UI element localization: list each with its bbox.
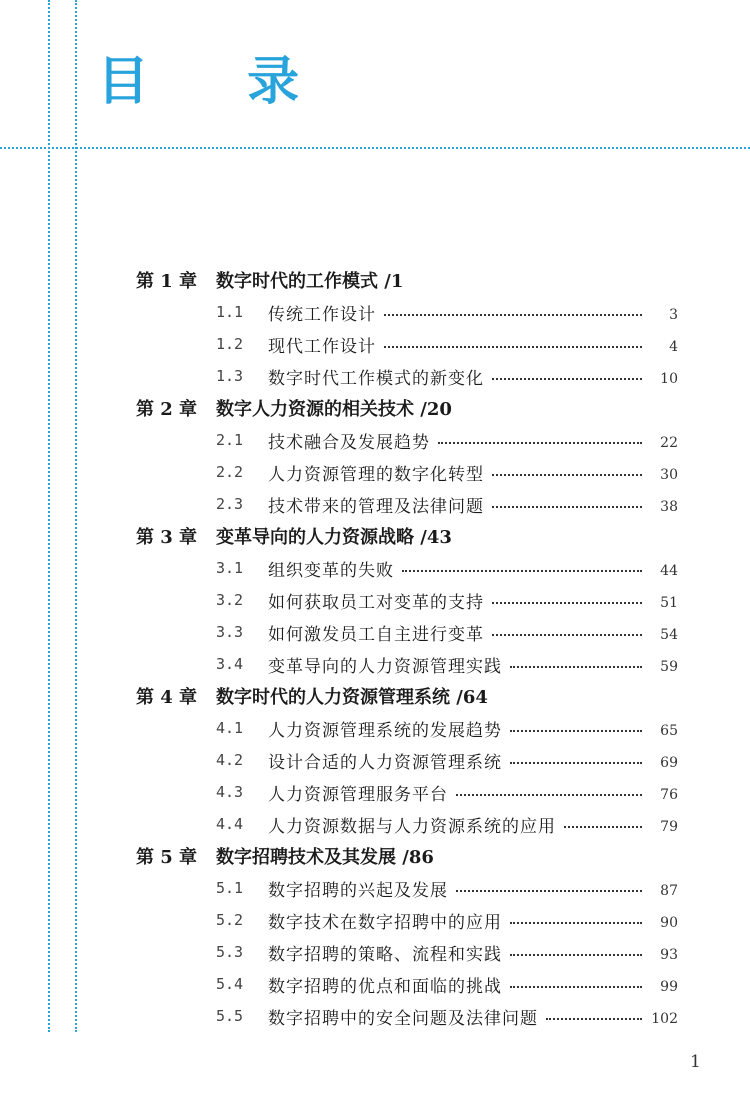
toc-section[interactable]	[136, 712, 678, 744]
toc-chapter[interactable]	[136, 264, 678, 296]
toc-section[interactable]	[136, 744, 678, 776]
toc-section[interactable]	[136, 584, 678, 616]
section-title: 数字招聘中的安全问题及法律问题	[268, 1008, 538, 1029]
section-page-number: 69	[660, 755, 678, 771]
page-title: 目 录	[97, 52, 340, 112]
section-number: 1.1	[216, 303, 244, 321]
chapter-title: 数字招聘技术及其发展 /86	[216, 847, 434, 868]
chapter-title: 变革导向的人力资源战略 /43	[216, 527, 452, 548]
dot-leader	[456, 890, 642, 892]
dot-leader	[492, 506, 642, 508]
section-page-number: 102	[651, 1011, 678, 1027]
section-title: 数字招聘的策略、流程和实践	[268, 944, 502, 965]
decorative-dotted-line-right	[75, 0, 77, 1032]
dot-leader	[402, 570, 642, 572]
page-number: 1	[690, 1052, 701, 1072]
section-number: 4.3	[216, 783, 244, 801]
dot-leader	[510, 666, 642, 668]
toc-section[interactable]	[136, 968, 678, 1000]
dot-leader	[492, 378, 642, 380]
toc-chapter[interactable]	[136, 840, 678, 872]
section-title: 变革导向的人力资源管理实践	[268, 656, 502, 677]
dot-leader	[492, 602, 642, 604]
dot-leader	[510, 762, 642, 764]
dot-leader	[510, 954, 642, 956]
section-title: 技术融合及发展趋势	[268, 432, 430, 453]
toc-section[interactable]	[136, 328, 678, 360]
section-page-number: 93	[660, 947, 678, 963]
section-page-number: 76	[660, 787, 678, 803]
section-number: 3.1	[216, 559, 244, 577]
dot-leader	[564, 826, 642, 828]
section-title: 人力资源管理服务平台	[268, 784, 448, 805]
section-page-number: 22	[660, 435, 678, 451]
section-page-number: 44	[660, 563, 678, 579]
section-number: 5.4	[216, 975, 244, 993]
section-number: 5.3	[216, 943, 244, 961]
section-title: 人力资源数据与人力资源系统的应用	[268, 816, 556, 837]
toc-chapter[interactable]	[136, 520, 678, 552]
section-page-number: 79	[660, 819, 678, 835]
toc-section[interactable]	[136, 488, 678, 520]
section-title: 传统工作设计	[268, 304, 376, 325]
table-of-contents	[136, 264, 678, 1032]
toc-section[interactable]	[136, 936, 678, 968]
section-number: 1.2	[216, 335, 244, 353]
section-number: 3.3	[216, 623, 244, 641]
dot-leader	[438, 442, 642, 444]
section-number: 4.2	[216, 751, 244, 769]
section-page-number: 10	[660, 371, 678, 387]
section-page-number: 99	[660, 979, 678, 995]
section-number: 3.4	[216, 655, 244, 673]
section-title: 如何激发员工自主进行变革	[268, 624, 484, 645]
section-number: 5.1	[216, 879, 244, 897]
toc-section[interactable]	[136, 456, 678, 488]
section-title: 技术带来的管理及法律问题	[268, 496, 484, 517]
section-title: 人力资源管理的数字化转型	[268, 464, 484, 485]
section-page-number: 59	[660, 659, 678, 675]
dot-leader	[384, 314, 642, 316]
section-number: 5.2	[216, 911, 244, 929]
toc-section[interactable]	[136, 360, 678, 392]
decorative-dotted-line-left	[48, 0, 50, 1032]
section-number: 2.3	[216, 495, 244, 513]
section-page-number: 87	[660, 883, 678, 899]
toc-section[interactable]	[136, 648, 678, 680]
chapter-number: 第 5 章	[136, 847, 198, 868]
toc-chapter[interactable]	[136, 392, 678, 424]
dot-leader	[546, 1018, 642, 1020]
chapter-title: 数字人力资源的相关技术 /20	[216, 399, 452, 420]
chapter-number: 第 2 章	[136, 399, 198, 420]
section-page-number: 65	[660, 723, 678, 739]
section-page-number: 54	[660, 627, 678, 643]
section-number: 3.2	[216, 591, 244, 609]
section-number: 2.1	[216, 431, 244, 449]
toc-section[interactable]	[136, 808, 678, 840]
section-title: 数字技术在数字招聘中的应用	[268, 912, 502, 933]
dot-leader	[384, 346, 642, 348]
section-page-number: 30	[660, 467, 678, 483]
section-title: 数字招聘的优点和面临的挑战	[268, 976, 502, 997]
chapter-number: 第 1 章	[136, 271, 198, 292]
section-page-number: 90	[660, 915, 678, 931]
section-title: 设计合适的人力资源管理系统	[268, 752, 502, 773]
section-page-number: 3	[669, 307, 678, 323]
section-title: 组织变革的失败	[268, 560, 394, 581]
dot-leader	[510, 730, 642, 732]
section-title: 如何获取员工对变革的支持	[268, 592, 484, 613]
chapter-title: 数字时代的工作模式 /1	[216, 271, 404, 292]
section-page-number: 4	[669, 339, 678, 355]
dot-leader	[492, 474, 642, 476]
toc-section[interactable]	[136, 616, 678, 648]
toc-section[interactable]	[136, 872, 678, 904]
section-number: 4.4	[216, 815, 244, 833]
dot-leader	[510, 986, 642, 988]
toc-section[interactable]	[136, 904, 678, 936]
toc-section[interactable]	[136, 552, 678, 584]
chapter-title: 数字时代的人力资源管理系统 /64	[216, 687, 488, 708]
chapter-number: 第 3 章	[136, 527, 198, 548]
section-title: 人力资源管理系统的发展趋势	[268, 720, 502, 741]
toc-chapter[interactable]	[136, 680, 678, 712]
section-number: 5.5	[216, 1007, 244, 1025]
toc-section[interactable]	[136, 424, 678, 456]
chapter-number: 第 4 章	[136, 687, 198, 708]
section-title: 数字时代工作模式的新变化	[268, 368, 484, 389]
dot-leader	[510, 922, 642, 924]
dot-leader	[492, 634, 642, 636]
section-number: 1.3	[216, 367, 244, 385]
section-number: 2.2	[216, 463, 244, 481]
toc-section[interactable]	[136, 776, 678, 808]
section-page-number: 51	[660, 595, 678, 611]
decorative-dotted-line-horizontal	[0, 147, 750, 149]
toc-section[interactable]	[136, 296, 678, 328]
dot-leader	[456, 794, 642, 796]
section-number: 4.1	[216, 719, 244, 737]
toc-section[interactable]	[136, 1000, 678, 1032]
section-title: 现代工作设计	[268, 336, 376, 357]
section-page-number: 38	[660, 499, 678, 515]
section-title: 数字招聘的兴起及发展	[268, 880, 448, 901]
